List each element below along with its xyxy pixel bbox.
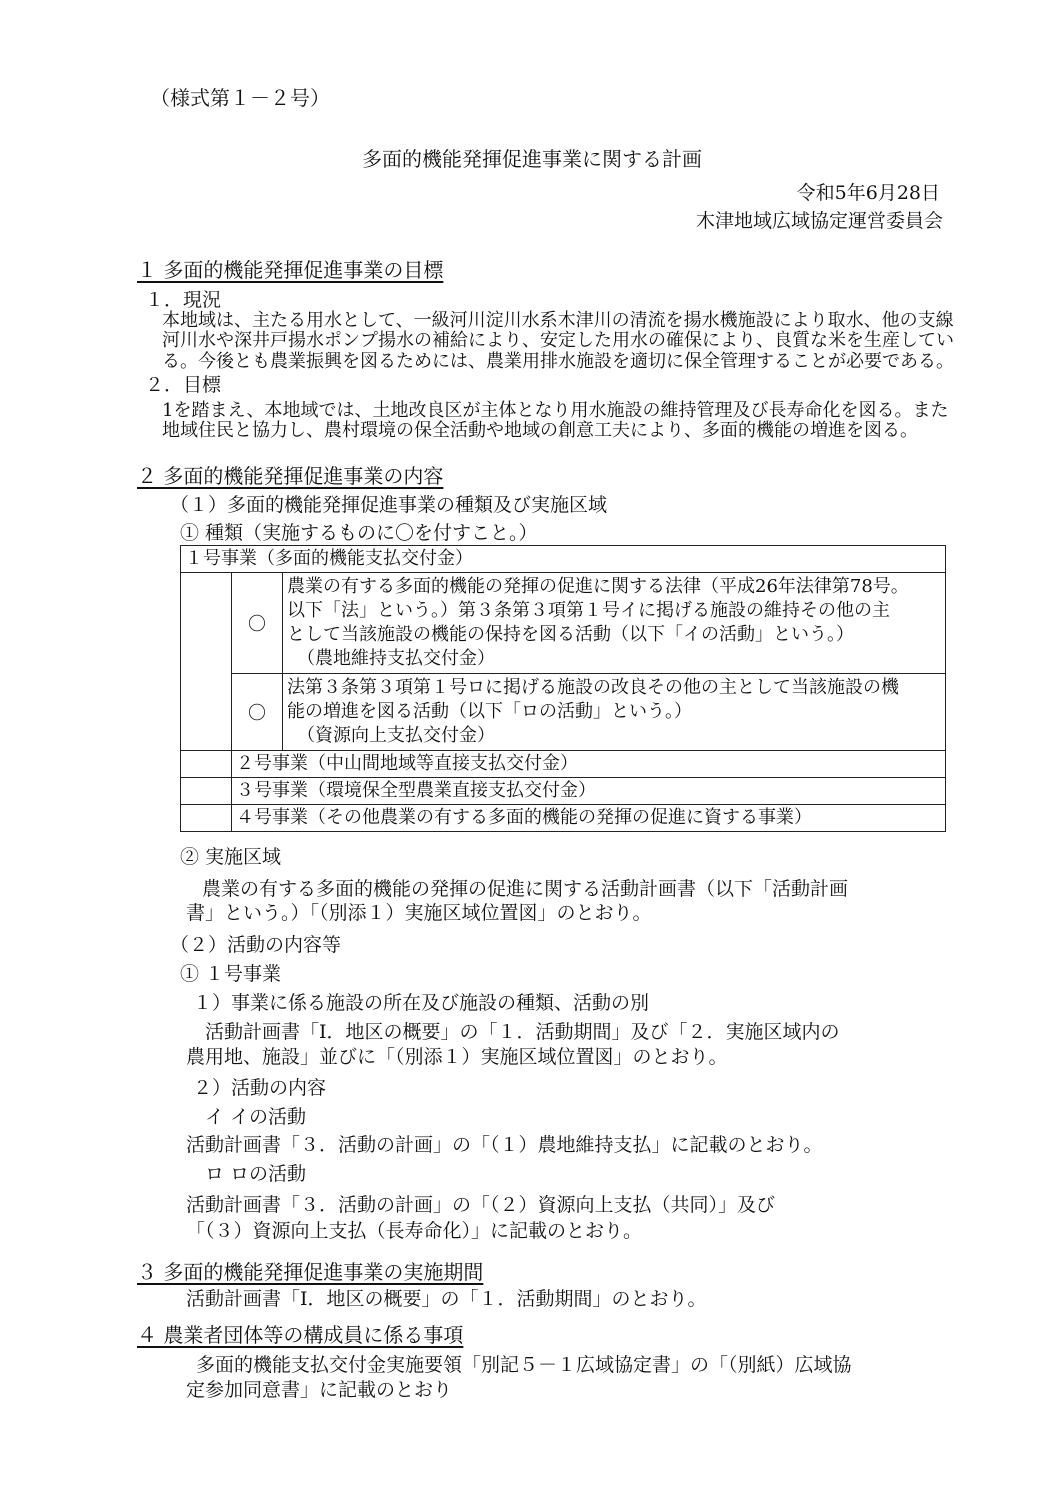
ro-activity-heading: ロ ロの活動 xyxy=(205,1163,307,1185)
facility-body-line-1: 活動計画書「Ⅰ．地区の概要」の「１．活動期間」及び「２．実施区域内の xyxy=(205,1021,840,1043)
i-activity-heading: イ イの活動 xyxy=(205,1106,307,1128)
project-kinds-table xyxy=(180,545,946,832)
kind-1-label: １号事業（多面的機能支払交付金） xyxy=(185,548,473,569)
section-2-part-1: （１）多面的機能発揮促進事業の種類及び実施区域 xyxy=(170,494,608,516)
section-2-heading: ２ 多面的機能発揮促進事業の内容 xyxy=(137,464,444,488)
area-label: ② 実施区域 xyxy=(180,846,282,868)
section-1-sub-2: ２．目標 xyxy=(145,374,222,396)
area-body-line-2: 書」という。）「（別添１）実施区域位置図」のとおり。 xyxy=(186,902,652,924)
document-date: 令和5年6月28日 xyxy=(796,182,940,204)
mark-i-activity: 〇 xyxy=(232,573,283,674)
project-1-label: ① １号事業 xyxy=(180,963,282,985)
ro-activity-line: （資源向上支払交付金） xyxy=(297,725,495,746)
section-1-body-line-1: 本地域は、主たる用水として、一級河川淀川水系木津川の清流を揚水機施設により取水、他の支線 xyxy=(162,310,954,331)
ro-activity-line: 能の増進を図る活動（以下「ロの活動」という。） xyxy=(287,701,692,722)
facility-heading: １）事業に係る施設の所在及び施設の種類、活動の別 xyxy=(193,992,650,1014)
mark-ro-activity: 〇 xyxy=(232,674,283,751)
i-activity-cell xyxy=(283,573,946,674)
i-activity-line: （農地維持支払交付金） xyxy=(297,648,495,669)
kind-4-mark xyxy=(181,805,232,832)
section-4-body-line-1: 多面的機能支払交付金実施要領「別記５－１広域協定書」の「（別紙）広域協 xyxy=(196,1354,852,1376)
section-4-body-line-2: 定参加同意書」に記載のとおり xyxy=(186,1379,453,1401)
kind-1-indent xyxy=(181,573,232,751)
ro-activity-body-line-1: 活動計画書「３．活動の計画」の「（２）資源向上支払（共同）」及び xyxy=(186,1194,776,1216)
section-1-body-line-3: る。今後とも農業振興を図るためには、農業用排水施設を適切に保全管理することが必要である。 xyxy=(162,351,954,372)
kind-4-label: ４号事業（その他農業の有する多面的機能の発揮の促進に資する事業） xyxy=(232,805,946,832)
ro-activity-body-line-2: 「（３）資源向上支払（長寿命化）」に記載のとおり。 xyxy=(186,1220,643,1242)
area-body-line-1: 農業の有する多面的機能の発揮の促進に関する活動計画書（以下「活動計画 xyxy=(202,878,849,900)
kind-1-row xyxy=(181,546,946,573)
activity-content-heading: ２）活動の内容 xyxy=(193,1077,327,1099)
section-1-body-line-2: 河川水や深井戸揚水ポンプ揚水の補給により、安定した用水の確保により、良質な米を生産してい xyxy=(162,330,954,351)
section-1-goal-line-2: 地域住民と協力し、農村環境の保全活動や地域の創意工夫により、多面的機能の増進を図る。 xyxy=(162,420,918,441)
form-number: （様式第１－２号） xyxy=(150,86,330,110)
section-1-sub-1: １．現況 xyxy=(145,289,222,311)
organization-name: 木津地域広域協定運営委員会 xyxy=(695,210,943,232)
section-2-part-2: （２）活動の内容等 xyxy=(170,934,342,956)
section-3-heading: ３ 多面的機能発揮促進事業の実施期間 xyxy=(137,1260,484,1284)
kind-3-mark xyxy=(181,778,232,805)
document-title: 多面的機能発揮促進事業に関する計画 xyxy=(362,147,702,171)
i-activity-line: として当該施設の機能の保持を図る活動（以下「イの活動」という。） xyxy=(287,624,854,645)
i-activity-line: 農業の有する多面的機能の発揮の促進に関する法律（平成26年法律第78号。 xyxy=(287,576,909,597)
kind-2-label: ２号事業（中山間地域等直接支払交付金） xyxy=(232,751,946,778)
section-1-goal-line-1: 1を踏まえ、本地域では、土地改良区が主体となり用水施設の維持管理及び長寿命化を図る。また xyxy=(162,400,949,421)
i-activity-body: 活動計画書「３．活動の計画」の「（１）農地維持支払」に記載のとおり。 xyxy=(186,1134,823,1156)
section-3-body: 活動計画書「Ⅰ．地区の概要」の「１．活動期間」のとおり。 xyxy=(186,1288,707,1310)
ro-activity-line: 法第３条第３項第１号ロに掲げる施設の改良その他の主として当該施設の機 xyxy=(287,677,899,698)
ro-activity-cell xyxy=(283,674,946,751)
section-2-kinds-label: ① 種類（実施するものに〇を付すこと。） xyxy=(180,522,538,544)
i-activity-line: 以下「法」という。）第３条第３項第１号イに掲げる施設の維持その他の主 xyxy=(287,600,890,621)
kind-3-label: ３号事業（環境保全型農業直接支払交付金） xyxy=(232,778,946,805)
section-1-heading: １ 多面的機能発揮促進事業の目標 xyxy=(137,258,444,282)
section-4-heading: ４ 農業者団体等の構成員に係る事項 xyxy=(137,1323,464,1347)
kind-2-mark xyxy=(181,751,232,778)
facility-body-line-2: 農用地、施設」並びに「（別添１）実施区域位置図」のとおり。 xyxy=(186,1046,728,1068)
